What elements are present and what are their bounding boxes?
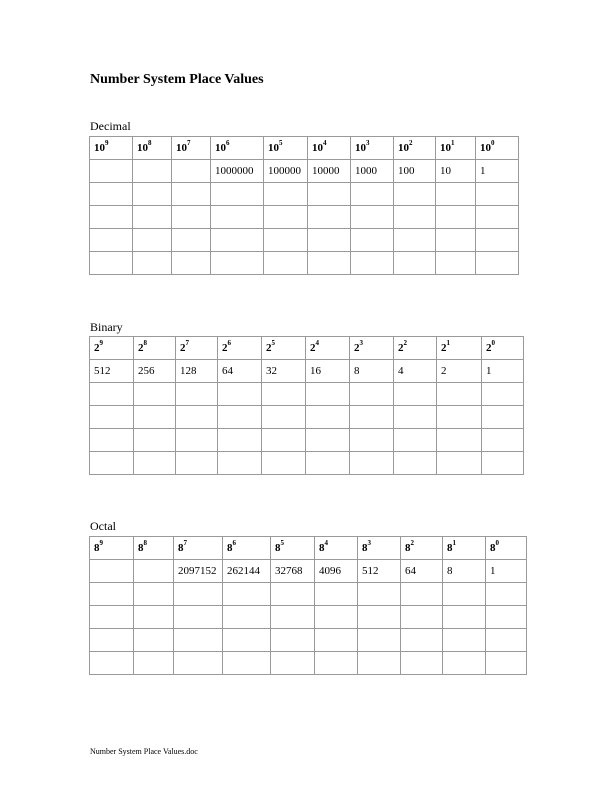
table-row bbox=[90, 583, 527, 606]
value-cell: 512 bbox=[358, 560, 401, 583]
power-base: 2 bbox=[310, 342, 316, 354]
power-exponent: 8 bbox=[148, 139, 152, 148]
empty-cell bbox=[358, 583, 401, 606]
empty-cell bbox=[223, 629, 271, 652]
header-cell bbox=[264, 137, 308, 160]
value-cell: 128 bbox=[176, 360, 218, 383]
header-cell bbox=[176, 337, 218, 360]
power-base: 2 bbox=[398, 342, 404, 354]
empty-cell bbox=[264, 183, 308, 206]
empty-cell bbox=[401, 606, 443, 629]
header-cell bbox=[486, 537, 527, 560]
table-row bbox=[90, 406, 524, 429]
empty-cell bbox=[218, 406, 262, 429]
power-base: 2 bbox=[180, 342, 186, 354]
empty-cell bbox=[482, 383, 524, 406]
header-cell bbox=[351, 137, 394, 160]
empty-cell bbox=[172, 183, 211, 206]
table-header-row bbox=[90, 137, 519, 160]
table-row bbox=[90, 429, 524, 452]
empty-cell bbox=[176, 406, 218, 429]
power-exponent: 1 bbox=[451, 139, 455, 148]
empty-cell bbox=[315, 629, 358, 652]
empty-cell bbox=[133, 252, 172, 275]
empty-cell bbox=[271, 652, 315, 675]
power-base: 10 bbox=[355, 142, 366, 154]
empty-cell bbox=[176, 383, 218, 406]
value-cell: 1000 bbox=[351, 160, 394, 183]
empty-cell bbox=[350, 452, 394, 475]
empty-cell bbox=[218, 383, 262, 406]
power-exponent: 6 bbox=[232, 539, 236, 548]
table-row bbox=[90, 360, 524, 383]
empty-cell bbox=[482, 406, 524, 429]
empty-cell bbox=[218, 429, 262, 452]
table-header-row bbox=[90, 337, 524, 360]
header-cell bbox=[394, 137, 436, 160]
document-footer: Number System Place Values.doc bbox=[90, 747, 198, 756]
header-cell bbox=[90, 537, 134, 560]
empty-cell bbox=[351, 183, 394, 206]
header-cell bbox=[174, 537, 223, 560]
empty-cell bbox=[134, 429, 176, 452]
header-cell bbox=[211, 137, 264, 160]
empty-cell bbox=[262, 406, 306, 429]
empty-cell bbox=[172, 229, 211, 252]
empty-cell bbox=[443, 583, 486, 606]
empty-cell bbox=[172, 206, 211, 229]
empty-cell bbox=[436, 252, 476, 275]
header-cell bbox=[482, 337, 524, 360]
value-cell bbox=[133, 160, 172, 183]
empty-cell bbox=[482, 429, 524, 452]
power-exponent: 4 bbox=[323, 139, 327, 148]
empty-cell bbox=[308, 229, 351, 252]
value-cell: 2 bbox=[437, 360, 482, 383]
header-cell bbox=[308, 137, 351, 160]
empty-cell bbox=[90, 606, 134, 629]
power-exponent: 0 bbox=[491, 139, 495, 148]
value-cell bbox=[90, 560, 134, 583]
table-row bbox=[90, 452, 524, 475]
power-base: 2 bbox=[486, 342, 492, 354]
value-cell: 512 bbox=[90, 360, 134, 383]
value-cell: 10000 bbox=[308, 160, 351, 183]
empty-cell bbox=[176, 452, 218, 475]
empty-cell bbox=[90, 452, 134, 475]
empty-cell bbox=[394, 383, 437, 406]
empty-cell bbox=[223, 652, 271, 675]
power-exponent: 3 bbox=[359, 339, 363, 348]
power-base: 8 bbox=[405, 542, 411, 554]
header-cell bbox=[437, 337, 482, 360]
power-base: 2 bbox=[441, 342, 447, 354]
empty-cell bbox=[90, 629, 134, 652]
value-cell: 100 bbox=[394, 160, 436, 183]
power-exponent: 0 bbox=[495, 539, 499, 548]
power-exponent: 6 bbox=[227, 339, 231, 348]
value-cell: 8 bbox=[350, 360, 394, 383]
power-exponent: 2 bbox=[409, 139, 413, 148]
empty-cell bbox=[134, 406, 176, 429]
power-base: 8 bbox=[447, 542, 453, 554]
power-exponent: 2 bbox=[410, 539, 414, 548]
empty-cell bbox=[174, 583, 223, 606]
empty-cell bbox=[401, 583, 443, 606]
power-exponent: 9 bbox=[99, 339, 103, 348]
empty-cell bbox=[351, 229, 394, 252]
table-row bbox=[90, 252, 519, 275]
header-cell bbox=[350, 337, 394, 360]
empty-cell bbox=[271, 583, 315, 606]
power-base: 10 bbox=[312, 142, 323, 154]
empty-cell bbox=[308, 183, 351, 206]
value-cell: 262144 bbox=[223, 560, 271, 583]
empty-cell bbox=[394, 406, 437, 429]
power-exponent: 4 bbox=[315, 339, 319, 348]
value-cell: 1 bbox=[482, 360, 524, 383]
power-exponent: 5 bbox=[280, 539, 284, 548]
empty-cell bbox=[211, 206, 264, 229]
power-base: 10 bbox=[398, 142, 409, 154]
empty-cell bbox=[134, 383, 176, 406]
empty-cell bbox=[476, 229, 519, 252]
power-base: 2 bbox=[138, 342, 144, 354]
power-exponent: 2 bbox=[403, 339, 407, 348]
empty-cell bbox=[264, 206, 308, 229]
value-cell: 64 bbox=[218, 360, 262, 383]
header-cell bbox=[358, 537, 401, 560]
empty-cell bbox=[486, 629, 527, 652]
empty-cell bbox=[134, 629, 174, 652]
empty-cell bbox=[308, 252, 351, 275]
empty-cell bbox=[134, 606, 174, 629]
table-row bbox=[90, 652, 527, 675]
table-row bbox=[90, 560, 527, 583]
power-exponent: 1 bbox=[446, 339, 450, 348]
power-base: 10 bbox=[94, 142, 105, 154]
value-cell: 1 bbox=[486, 560, 527, 583]
power-exponent: 8 bbox=[143, 539, 147, 548]
header-cell bbox=[133, 137, 172, 160]
empty-cell bbox=[306, 429, 350, 452]
empty-cell bbox=[264, 229, 308, 252]
empty-cell bbox=[401, 652, 443, 675]
header-cell bbox=[223, 537, 271, 560]
empty-cell bbox=[271, 629, 315, 652]
empty-cell bbox=[482, 452, 524, 475]
value-cell: 64 bbox=[401, 560, 443, 583]
empty-cell bbox=[262, 383, 306, 406]
header-cell bbox=[476, 137, 519, 160]
power-base: 8 bbox=[94, 542, 100, 554]
empty-cell bbox=[90, 429, 134, 452]
empty-cell bbox=[90, 406, 134, 429]
empty-cell bbox=[436, 183, 476, 206]
empty-cell bbox=[306, 383, 350, 406]
power-exponent: 9 bbox=[105, 139, 109, 148]
power-exponent: 5 bbox=[271, 339, 275, 348]
power-base: 8 bbox=[178, 542, 184, 554]
empty-cell bbox=[401, 629, 443, 652]
octal-place-value-table bbox=[89, 536, 527, 675]
value-cell: 2097152 bbox=[174, 560, 223, 583]
power-exponent: 9 bbox=[99, 539, 103, 548]
empty-cell bbox=[394, 229, 436, 252]
power-exponent: 4 bbox=[324, 539, 328, 548]
value-cell bbox=[172, 160, 211, 183]
header-cell bbox=[401, 537, 443, 560]
value-cell: 256 bbox=[134, 360, 176, 383]
power-base: 8 bbox=[138, 542, 144, 554]
empty-cell bbox=[436, 229, 476, 252]
power-exponent: 7 bbox=[183, 539, 187, 548]
decimal-section-label: Decimal bbox=[90, 119, 131, 133]
empty-cell bbox=[443, 606, 486, 629]
empty-cell bbox=[351, 252, 394, 275]
value-cell: 1000000 bbox=[211, 160, 264, 183]
empty-cell bbox=[90, 252, 133, 275]
empty-cell bbox=[394, 252, 436, 275]
empty-cell bbox=[437, 429, 482, 452]
empty-cell bbox=[211, 252, 264, 275]
table-row bbox=[90, 206, 519, 229]
empty-cell bbox=[176, 429, 218, 452]
binary-place-value-table bbox=[89, 336, 524, 475]
empty-cell bbox=[476, 252, 519, 275]
empty-cell bbox=[315, 606, 358, 629]
empty-cell bbox=[90, 383, 134, 406]
power-exponent: 6 bbox=[226, 139, 230, 148]
empty-cell bbox=[133, 229, 172, 252]
empty-cell bbox=[306, 406, 350, 429]
value-cell: 100000 bbox=[264, 160, 308, 183]
power-exponent: 3 bbox=[367, 539, 371, 548]
header-cell bbox=[271, 537, 315, 560]
empty-cell bbox=[394, 183, 436, 206]
power-base: 10 bbox=[480, 142, 491, 154]
power-exponent: 7 bbox=[187, 139, 191, 148]
header-cell bbox=[172, 137, 211, 160]
empty-cell bbox=[174, 606, 223, 629]
value-cell bbox=[90, 160, 133, 183]
empty-cell bbox=[223, 583, 271, 606]
power-base: 10 bbox=[137, 142, 148, 154]
octal-section-label: Octal bbox=[90, 519, 116, 533]
table-row bbox=[90, 183, 519, 206]
header-cell bbox=[436, 137, 476, 160]
value-cell: 8 bbox=[443, 560, 486, 583]
power-base: 10 bbox=[215, 142, 226, 154]
table-row bbox=[90, 606, 527, 629]
header-cell bbox=[262, 337, 306, 360]
power-exponent: 0 bbox=[491, 339, 495, 348]
empty-cell bbox=[90, 229, 133, 252]
value-cell: 1 bbox=[476, 160, 519, 183]
empty-cell bbox=[437, 406, 482, 429]
decimal-place-value-table bbox=[89, 136, 519, 275]
value-cell: 16 bbox=[306, 360, 350, 383]
empty-cell bbox=[315, 652, 358, 675]
table-row bbox=[90, 229, 519, 252]
header-cell bbox=[90, 337, 134, 360]
empty-cell bbox=[436, 206, 476, 229]
empty-cell bbox=[437, 452, 482, 475]
empty-cell bbox=[211, 183, 264, 206]
header-cell bbox=[90, 137, 133, 160]
empty-cell bbox=[486, 583, 527, 606]
power-base: 10 bbox=[268, 142, 279, 154]
empty-cell bbox=[174, 652, 223, 675]
empty-cell bbox=[134, 583, 174, 606]
empty-cell bbox=[358, 606, 401, 629]
empty-cell bbox=[394, 429, 437, 452]
empty-cell bbox=[476, 183, 519, 206]
power-exponent: 7 bbox=[185, 339, 189, 348]
empty-cell bbox=[90, 206, 133, 229]
empty-cell bbox=[358, 629, 401, 652]
power-base: 2 bbox=[222, 342, 228, 354]
power-base: 8 bbox=[275, 542, 281, 554]
power-base: 2 bbox=[266, 342, 272, 354]
table-row bbox=[90, 629, 527, 652]
empty-cell bbox=[211, 229, 264, 252]
empty-cell bbox=[443, 629, 486, 652]
empty-cell bbox=[134, 452, 176, 475]
value-cell bbox=[134, 560, 174, 583]
empty-cell bbox=[172, 252, 211, 275]
header-cell bbox=[394, 337, 437, 360]
empty-cell bbox=[351, 206, 394, 229]
empty-cell bbox=[358, 652, 401, 675]
empty-cell bbox=[264, 252, 308, 275]
empty-cell bbox=[308, 206, 351, 229]
empty-cell bbox=[90, 652, 134, 675]
power-base: 8 bbox=[362, 542, 368, 554]
empty-cell bbox=[218, 452, 262, 475]
empty-cell bbox=[306, 452, 350, 475]
empty-cell bbox=[90, 183, 133, 206]
empty-cell bbox=[437, 383, 482, 406]
power-base: 2 bbox=[354, 342, 360, 354]
power-exponent: 5 bbox=[279, 139, 283, 148]
value-cell: 32768 bbox=[271, 560, 315, 583]
empty-cell bbox=[476, 206, 519, 229]
value-cell: 4 bbox=[394, 360, 437, 383]
header-cell bbox=[306, 337, 350, 360]
power-base: 8 bbox=[227, 542, 233, 554]
empty-cell bbox=[486, 652, 527, 675]
empty-cell bbox=[133, 206, 172, 229]
empty-cell bbox=[486, 606, 527, 629]
header-cell bbox=[315, 537, 358, 560]
header-cell bbox=[134, 537, 174, 560]
empty-cell bbox=[394, 206, 436, 229]
table-row bbox=[90, 383, 524, 406]
binary-section-label: Binary bbox=[90, 320, 123, 334]
power-exponent: 8 bbox=[143, 339, 147, 348]
page-title: Number System Place Values bbox=[90, 72, 264, 87]
power-base: 2 bbox=[94, 342, 100, 354]
value-cell: 4096 bbox=[315, 560, 358, 583]
power-base: 10 bbox=[440, 142, 451, 154]
empty-cell bbox=[350, 383, 394, 406]
power-exponent: 1 bbox=[452, 539, 456, 548]
empty-cell bbox=[443, 652, 486, 675]
empty-cell bbox=[133, 183, 172, 206]
header-cell bbox=[134, 337, 176, 360]
empty-cell bbox=[262, 429, 306, 452]
empty-cell bbox=[262, 452, 306, 475]
header-cell bbox=[218, 337, 262, 360]
power-exponent: 3 bbox=[366, 139, 370, 148]
empty-cell bbox=[223, 606, 271, 629]
empty-cell bbox=[350, 406, 394, 429]
empty-cell bbox=[134, 652, 174, 675]
header-cell bbox=[443, 537, 486, 560]
empty-cell bbox=[350, 429, 394, 452]
power-base: 8 bbox=[490, 542, 496, 554]
value-cell: 10 bbox=[436, 160, 476, 183]
value-cell: 32 bbox=[262, 360, 306, 383]
table-row bbox=[90, 160, 519, 183]
empty-cell bbox=[394, 452, 437, 475]
power-base: 8 bbox=[319, 542, 325, 554]
empty-cell bbox=[315, 583, 358, 606]
empty-cell bbox=[174, 629, 223, 652]
table-header-row bbox=[90, 537, 527, 560]
empty-cell bbox=[90, 583, 134, 606]
empty-cell bbox=[271, 606, 315, 629]
power-base: 10 bbox=[176, 142, 187, 154]
